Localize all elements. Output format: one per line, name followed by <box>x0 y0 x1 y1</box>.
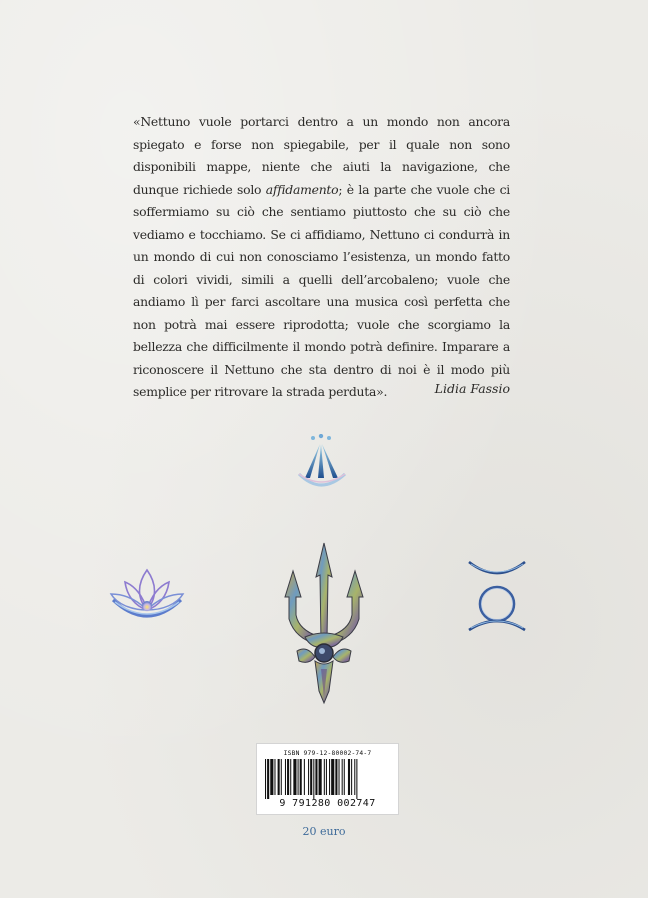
quote-emphasis: affidamento <box>265 181 339 197</box>
awen-symbol-icon <box>285 434 357 494</box>
lotus-icon <box>107 566 187 626</box>
price-label: 20 euro <box>302 825 346 838</box>
ean-number: 9 791280 002747 <box>279 798 376 809</box>
quote-text-part-2: ; è la parte che vuole che ci soffermiamo su ciò che sentiamo piuttosto che su ciò che vediamo e tocchiamo. Se ci affidiamo, Nettuno ci condurrà in un mondo di cui non conosciamo l’esistenza, un mondo fatto di colori vividi, simili a quelli dell’arcobaleno; vuole che andiamo lì per farci ascoltare una musica così perfetta che non potrà mai essere riprodotta; vuole che scorgiamo la bellezza che difficilmente il mondo potrà definire. Imparare a riconoscere il Nettuno che sta dentro di noi è il modo più semplice per ritrovare la strada perduta». <box>133 181 511 399</box>
quote-author: Lidia Fassio <box>434 381 510 396</box>
quote-text-part-1: «Nettuno vuole portarci dentro a un mondo non ancora spiegato e forse non spiegabile, per il quale non sono disponibili mappe, niente che aiuti la navigazione, che dunque richiede solo <box>133 114 510 197</box>
planet-symbol-icon <box>463 556 531 636</box>
isbn-barcode <box>256 743 399 815</box>
back-cover-quote <box>133 111 510 404</box>
trident-icon <box>275 541 373 706</box>
barcode-bars <box>265 759 390 799</box>
isbn-label: ISBN 979-12-80002-74-7 <box>283 750 372 757</box>
